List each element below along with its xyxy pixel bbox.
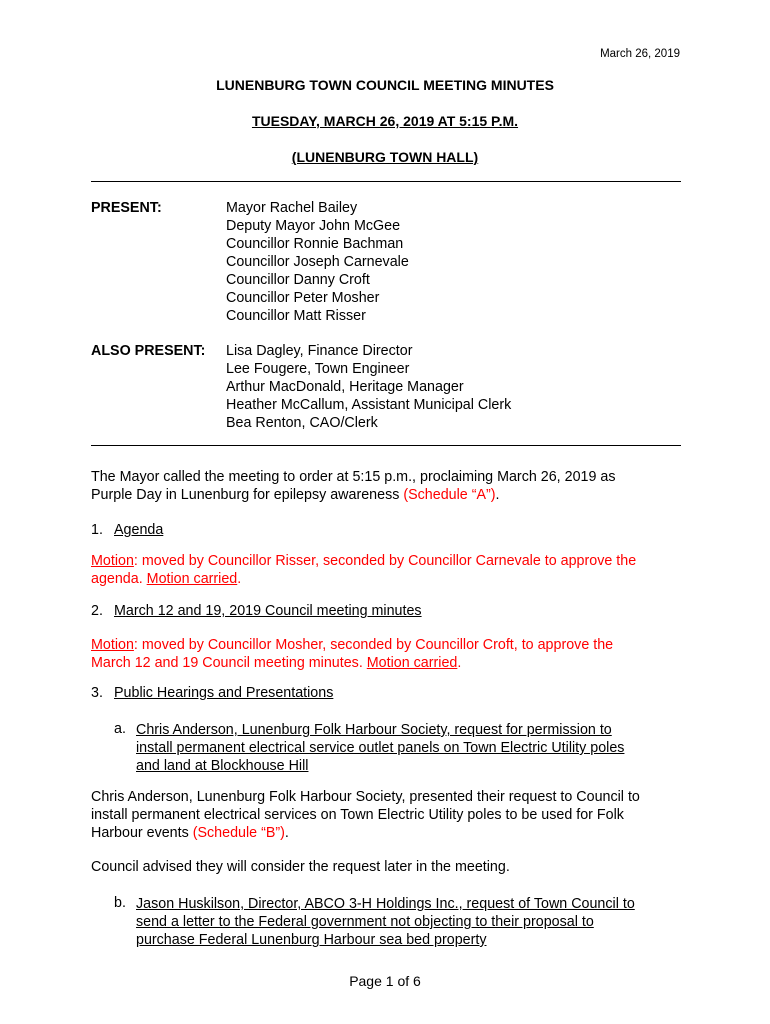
- item-1-heading: Agenda: [114, 522, 164, 538]
- also-present-list: [226, 342, 511, 432]
- motion-carried: Motion carried: [366, 655, 458, 671]
- motion-line: [91, 570, 691, 588]
- item-2-motion: [91, 636, 691, 672]
- motion-line: [91, 636, 691, 654]
- item-3-heading: Public Hearings and Presentations: [114, 685, 334, 701]
- motion-text: : moved by Councillor Risser, seconded by Councillor Carnevale to approve the: [133, 553, 637, 569]
- also-present-label: ALSO PRESENT:: [91, 343, 206, 359]
- top-divider: [91, 181, 681, 182]
- header-date: March 26, 2019: [600, 48, 680, 60]
- also-present-name: Lee Fougere, Town Engineer: [226, 361, 410, 377]
- present-name: Councillor Danny Croft: [226, 272, 370, 288]
- subheading-line: send a letter to the Federal government not objecting to their proposal to: [136, 914, 594, 930]
- present-label: PRESENT:: [91, 200, 162, 216]
- motion-carried: Motion carried: [146, 571, 238, 587]
- motion-label: Motion: [91, 637, 134, 653]
- meeting-date-heading: TUESDAY, MARCH 26, 2019 AT 5:15 P.M.: [251, 113, 519, 129]
- paragraph-line: [91, 824, 691, 842]
- present-name: Councillor Ronnie Bachman: [226, 236, 404, 252]
- present-name: Councillor Matt Risser: [226, 308, 366, 324]
- bottom-divider: [91, 445, 681, 446]
- paragraph-line: Chris Anderson, Lunenburg Folk Harbour Society, presented their request to Council to: [91, 789, 640, 805]
- council-advised-paragraph: Council advised they will consider the request later in the meeting.: [91, 859, 510, 875]
- schedule-a-reference: (Schedule “A”): [403, 487, 496, 503]
- page-number: Page 1 of 6: [349, 973, 421, 989]
- opening-text: Purple Day in Lunenburg for epilepsy awareness: [91, 487, 404, 503]
- item-2-heading: March 12 and 19, 2019 Council meeting minutes: [114, 603, 422, 619]
- also-present-name: Bea Renton, CAO/Clerk: [226, 415, 378, 431]
- present-name: Councillor Peter Mosher: [226, 290, 380, 306]
- item-3a-heading: [136, 721, 676, 775]
- motion-label: Motion: [91, 553, 134, 569]
- also-present-name: Arthur MacDonald, Heritage Manager: [226, 379, 464, 395]
- subheading-line: and land at Blockhouse Hill: [136, 758, 309, 774]
- opening-line: The Mayor called the meeting to order at 5:15 p.m., proclaiming March 26, 2019 as: [91, 469, 616, 485]
- motion-text: March 12 and 19 Council meeting minutes.: [91, 655, 367, 671]
- subheading-line: Chris Anderson, Lunenburg Folk Harbour Society, request for permission to: [136, 722, 612, 738]
- opening-line: [91, 486, 691, 504]
- also-present-name: Heather McCallum, Assistant Municipal Clerk: [226, 397, 512, 413]
- present-list: [226, 199, 409, 325]
- item-1-number: 1.: [91, 522, 103, 538]
- item-3b-heading: [136, 895, 676, 949]
- paragraph-text: Harbour events: [91, 825, 193, 841]
- item-1-motion: [91, 552, 691, 588]
- paragraph-period: .: [284, 825, 289, 841]
- motion-text: agenda.: [91, 571, 147, 587]
- motion-line: [91, 654, 691, 672]
- opening-period: .: [495, 487, 500, 503]
- subheading-line: Jason Huskilson, Director, ABCO 3-H Holdings Inc., request of Town Council to: [136, 896, 635, 912]
- present-name: Councillor Joseph Carnevale: [226, 254, 409, 270]
- item-3a-paragraph: [91, 788, 691, 842]
- motion-text: : moved by Councillor Mosher, seconded by Councillor Croft, to approve the: [133, 637, 614, 653]
- item-2-number: 2.: [91, 603, 103, 619]
- also-present-name: Lisa Dagley, Finance Director: [226, 343, 413, 359]
- schedule-b-reference: (Schedule “B”): [192, 825, 285, 841]
- item-3-number: 3.: [91, 685, 103, 701]
- present-name: Mayor Rachel Bailey: [226, 200, 358, 216]
- opening-paragraph: [91, 468, 691, 504]
- paragraph-line: install permanent electrical services on Town Electric Utility poles to be used for Folk: [91, 807, 624, 823]
- motion-line: [91, 552, 691, 570]
- motion-period: .: [457, 655, 462, 671]
- present-name: Deputy Mayor John McGee: [226, 218, 401, 234]
- meeting-location-heading: (LUNENBURG TOWN HALL): [291, 149, 479, 165]
- motion-period: .: [237, 571, 242, 587]
- item-3a-letter: a.: [114, 721, 126, 737]
- document-title: LUNENBURG TOWN COUNCIL MEETING MINUTES: [216, 77, 554, 93]
- subheading-line: purchase Federal Lunenburg Harbour sea bed property: [136, 932, 487, 948]
- subheading-line: install permanent electrical service outlet panels on Town Electric Utility poles: [136, 740, 625, 756]
- item-3b-letter: b.: [114, 895, 126, 911]
